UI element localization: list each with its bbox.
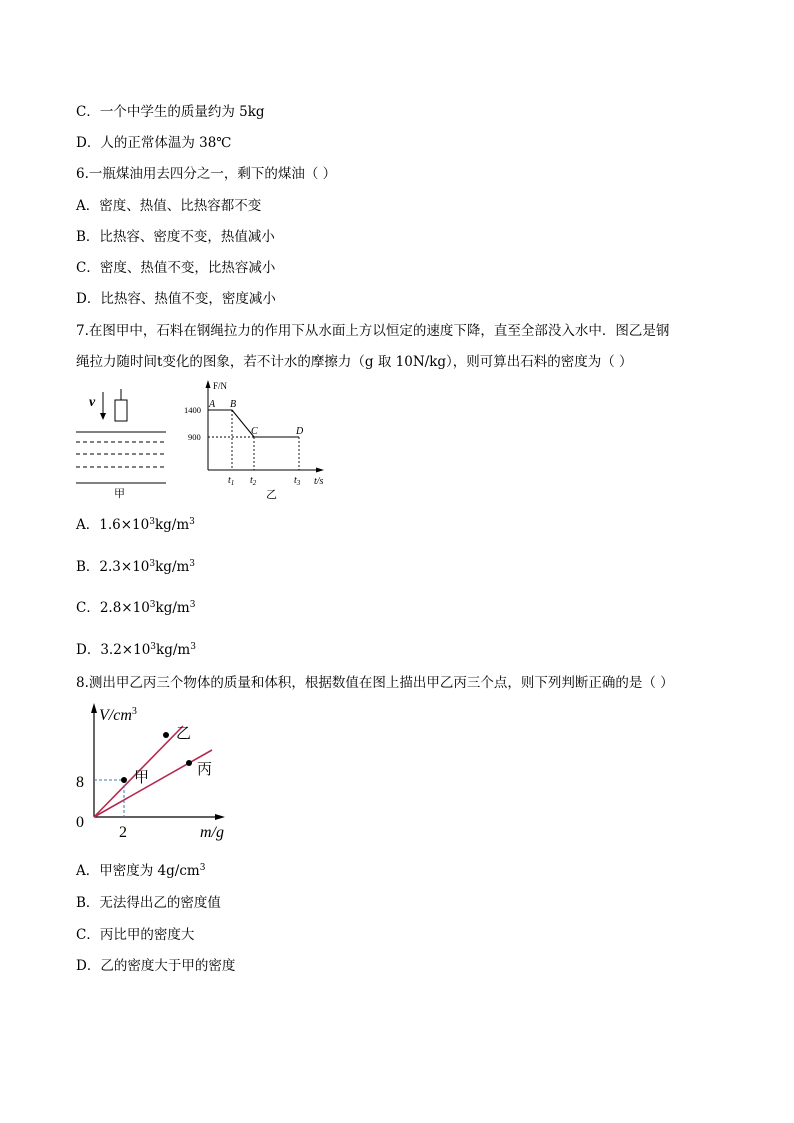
point-b-label: B bbox=[230, 399, 237, 410]
tick-900: 900 bbox=[188, 432, 201, 442]
q6-option-d: D．比热容、热值不变，密度减小 bbox=[76, 291, 276, 307]
q6-option-a: A．密度、热值、比热容都不变 bbox=[76, 198, 262, 214]
q7-stem-line1: 7.在图甲中，石料在钢绳拉力的作用下从水面上方以恒定的速度下降，直至全部没入水中．图乙是钢 bbox=[76, 323, 670, 339]
x-axis-label: t/s bbox=[314, 476, 324, 487]
q8-option-a: A．甲密度为 $4g/cm^3$ bbox=[76, 863, 206, 879]
tick-t3: $t_3$ bbox=[294, 475, 301, 487]
velocity-label: v bbox=[89, 395, 96, 410]
q5-option-d: D．人的正常体温为 38℃ bbox=[76, 135, 232, 151]
figure-jia-caption: 甲 bbox=[114, 488, 125, 500]
y-axis-label: $V/cm^3$ bbox=[99, 706, 137, 724]
origin-label: 0 bbox=[76, 814, 84, 831]
point-c-label: C bbox=[251, 426, 258, 437]
y-axis-arrow bbox=[206, 380, 211, 388]
point-d-label: D bbox=[296, 426, 304, 437]
tick-2: 2 bbox=[119, 824, 127, 841]
tick-8: 8 bbox=[76, 774, 84, 791]
y-axis-arrow bbox=[91, 703, 97, 713]
point-bing-label: 丙 bbox=[197, 762, 213, 778]
x-axis-arrow bbox=[316, 468, 324, 473]
figure-yi bbox=[180, 374, 340, 504]
figure-yi-caption: 乙 bbox=[266, 489, 277, 501]
q7-stem-line2: 绳拉力随时间t变化的图象，若不计水的摩擦力（g 取 10N/kg），则可算出石料的密度为（ ） bbox=[76, 354, 633, 370]
q6-stem: 6.一瓶煤油用去四分之一，剩下的煤油（ ） bbox=[76, 166, 337, 182]
figure-v-m-graph bbox=[70, 698, 250, 843]
point-a-label: A bbox=[209, 399, 216, 410]
q7-option-d: D．$3.2\times 10^3kg/m^3$ bbox=[76, 642, 196, 658]
tick-1400: 1400 bbox=[184, 405, 201, 415]
q8-stem: 8.测出甲乙丙三个物体的质量和体积，根据数值在图上描出甲乙丙三个点，则下列判断正确的是（ ） bbox=[76, 675, 674, 691]
q8-option-c: C．丙比甲的密度大 bbox=[76, 927, 195, 943]
x-axis-arrow bbox=[215, 814, 225, 820]
q8-option-d: D．乙的密度大于甲的密度 bbox=[76, 958, 236, 974]
q6-option-c: C．密度、热值不变，比热容减小 bbox=[76, 260, 276, 276]
q6-option-b: B．比热容、密度不变，热值减小 bbox=[76, 229, 275, 245]
line-bing bbox=[94, 750, 212, 817]
point-jia bbox=[121, 777, 127, 783]
q7-option-a: A．$1.6\times 10^3kg/m^3$ bbox=[76, 517, 195, 533]
y-axis-label: F/N bbox=[213, 381, 228, 391]
q7-option-c: C．$2.8\times 10^3kg/m^3$ bbox=[76, 600, 196, 616]
q8-option-b: B．无法得出乙的密度值 bbox=[76, 895, 221, 911]
figure-jia bbox=[70, 382, 175, 502]
q5-option-c: C．一个中学生的质量约为 5kg bbox=[76, 104, 265, 120]
stone-block bbox=[115, 400, 127, 421]
point-bing bbox=[186, 760, 192, 766]
tick-t1: $t_1$ bbox=[228, 475, 235, 487]
point-jia-label: 甲 bbox=[134, 770, 150, 786]
velocity-arrow-head bbox=[100, 413, 106, 420]
point-yi-label: 乙 bbox=[176, 726, 192, 742]
tick-t2: $t_2$ bbox=[250, 475, 257, 487]
x-axis-label: m/g bbox=[200, 824, 224, 841]
point-yi bbox=[163, 732, 169, 738]
q7-option-b: B．$2.3\times 10^3kg/m^3$ bbox=[76, 559, 196, 575]
